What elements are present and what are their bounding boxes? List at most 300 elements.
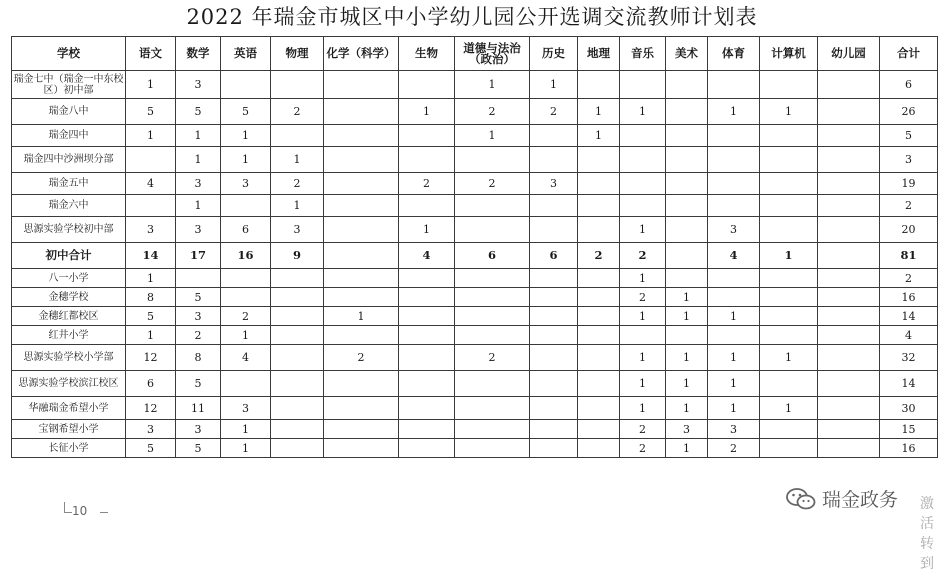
row-total-cell: 32 — [880, 345, 938, 371]
quota-cell: 2 — [455, 99, 530, 125]
watermark — [786, 485, 898, 512]
quota-cell: 5 — [176, 288, 221, 307]
quota-cell — [271, 397, 324, 420]
quota-cell: 16 — [221, 243, 271, 269]
quota-cell: 1 — [399, 99, 455, 125]
school-name-cell: 宝钢希望小学 — [12, 420, 126, 439]
row-total-cell: 20 — [880, 217, 938, 243]
quota-cell: 4 — [221, 345, 271, 371]
quota-cell — [760, 326, 818, 345]
table-row — [12, 147, 938, 173]
quota-cell — [530, 288, 578, 307]
quota-cell — [760, 420, 818, 439]
quota-cell — [399, 326, 455, 345]
quota-cell: 8 — [176, 345, 221, 371]
quota-cell — [620, 326, 666, 345]
quota-cell: 5 — [176, 99, 221, 125]
quota-cell: 3 — [221, 173, 271, 195]
quota-cell — [666, 269, 708, 288]
school-name-cell: 瑞金四中沙洲坝分部 — [12, 147, 126, 173]
quota-cell — [530, 326, 578, 345]
quota-cell: 1 — [176, 195, 221, 217]
quota-cell — [818, 147, 880, 173]
quota-cell: 5 — [126, 307, 176, 326]
quota-cell — [455, 307, 530, 326]
quota-cell: 4 — [126, 173, 176, 195]
quota-cell: 11 — [176, 397, 221, 420]
table-row — [12, 269, 938, 288]
quota-cell — [818, 326, 880, 345]
quota-cell: 3 — [126, 217, 176, 243]
quota-cell — [530, 420, 578, 439]
quota-cell — [760, 195, 818, 217]
quota-cell: 2 — [271, 99, 324, 125]
quota-cell — [399, 288, 455, 307]
quota-cell — [578, 420, 620, 439]
quota-cell — [324, 99, 399, 125]
table-row — [12, 345, 938, 371]
quota-cell — [818, 397, 880, 420]
quota-cell — [271, 326, 324, 345]
quota-cell: 1 — [578, 99, 620, 125]
quota-cell — [399, 147, 455, 173]
page-title: 2022 年瑞金市城区中小学幼儿园公开选调交流教师计划表 — [186, 5, 758, 29]
quota-cell — [818, 269, 880, 288]
school-name-cell: 瑞金五中 — [12, 173, 126, 195]
school-name-cell: 思源实验学校初中部 — [12, 217, 126, 243]
quota-cell: 3 — [176, 307, 221, 326]
school-name-cell: 瑞金四中 — [12, 125, 126, 147]
row-total-cell: 6 — [880, 71, 938, 99]
column-header: 合计 — [880, 37, 938, 71]
quota-cell — [666, 71, 708, 99]
quota-cell: 1 — [221, 439, 271, 458]
quota-cell: 1 — [708, 307, 760, 326]
quota-cell — [530, 195, 578, 217]
quota-cell: 1 — [666, 371, 708, 397]
quota-cell: 3 — [176, 71, 221, 99]
quota-cell: 1 — [666, 307, 708, 326]
column-header: 地理 — [578, 37, 620, 71]
quota-cell: 1 — [620, 397, 666, 420]
quota-cell: 1 — [666, 288, 708, 307]
quota-cell — [399, 439, 455, 458]
column-header: 计算机 — [760, 37, 818, 71]
quota-cell — [271, 420, 324, 439]
quota-cell: 14 — [126, 243, 176, 269]
row-total-cell: 19 — [880, 173, 938, 195]
quota-cell: 1 — [666, 439, 708, 458]
table-row — [12, 439, 938, 458]
column-header: 历史 — [530, 37, 578, 71]
table-row — [12, 420, 938, 439]
quota-cell — [530, 147, 578, 173]
row-total-cell: 5 — [880, 125, 938, 147]
quota-cell: 2 — [176, 326, 221, 345]
quota-cell — [708, 269, 760, 288]
quota-cell: 1 — [221, 326, 271, 345]
quota-cell — [708, 326, 760, 345]
quota-cell — [578, 397, 620, 420]
quota-cell — [666, 326, 708, 345]
table-row — [12, 99, 938, 125]
quota-cell: 1 — [760, 243, 818, 269]
column-header: 学校 — [12, 37, 126, 71]
wechat-icon — [786, 487, 816, 511]
quota-cell: 8 — [126, 288, 176, 307]
quota-cell — [818, 420, 880, 439]
quota-cell: 1 — [271, 195, 324, 217]
quota-cell: 1 — [708, 371, 760, 397]
quota-cell: 12 — [126, 397, 176, 420]
quota-cell — [271, 345, 324, 371]
quota-cell: 3 — [126, 420, 176, 439]
quota-cell: 5 — [176, 371, 221, 397]
quota-cell — [818, 345, 880, 371]
row-total-cell: 81 — [880, 243, 938, 269]
quota-cell: 2 — [620, 243, 666, 269]
quota-cell — [578, 307, 620, 326]
quota-cell — [455, 371, 530, 397]
quota-cell — [324, 439, 399, 458]
side-overlay-text: 激活转到 — [920, 496, 934, 572]
quota-cell — [666, 125, 708, 147]
row-total-cell: 30 — [880, 397, 938, 420]
quota-cell: 6 — [455, 243, 530, 269]
quota-cell — [578, 371, 620, 397]
quota-cell: 1 — [620, 307, 666, 326]
quota-cell: 1 — [760, 99, 818, 125]
row-total-cell: 3 — [880, 147, 938, 173]
quota-cell — [530, 217, 578, 243]
quota-cell — [399, 397, 455, 420]
quota-cell: 1 — [620, 217, 666, 243]
quota-cell — [578, 269, 620, 288]
quota-cell — [530, 345, 578, 371]
quota-cell: 4 — [708, 243, 760, 269]
quota-cell: 1 — [176, 147, 221, 173]
column-header: 体育 — [708, 37, 760, 71]
school-name-cell: 金穗红都校区 — [12, 307, 126, 326]
quota-cell: 2 — [221, 307, 271, 326]
quota-cell — [324, 195, 399, 217]
quota-cell — [126, 147, 176, 173]
quota-cell — [455, 326, 530, 345]
table-row — [12, 173, 938, 195]
column-header: 数学 — [176, 37, 221, 71]
row-total-cell: 14 — [880, 371, 938, 397]
row-total-cell: 16 — [880, 288, 938, 307]
quota-cell — [399, 307, 455, 326]
quota-cell — [399, 269, 455, 288]
quota-cell: 1 — [176, 125, 221, 147]
quota-cell — [176, 269, 221, 288]
quota-cell: 1 — [708, 397, 760, 420]
quota-cell: 1 — [578, 125, 620, 147]
quota-cell — [760, 439, 818, 458]
quota-cell — [455, 195, 530, 217]
table-row — [12, 326, 938, 345]
column-header: 化学（科学） — [324, 37, 399, 71]
quota-cell: 5 — [221, 99, 271, 125]
quota-cell — [324, 326, 399, 345]
row-total-cell: 2 — [880, 269, 938, 288]
quota-cell — [271, 288, 324, 307]
quota-cell: 6 — [221, 217, 271, 243]
quota-cell: 3 — [530, 173, 578, 195]
quota-cell — [126, 195, 176, 217]
quota-cell — [578, 288, 620, 307]
quota-cell: 1 — [760, 397, 818, 420]
column-header: 生物 — [399, 37, 455, 71]
quota-cell — [324, 269, 399, 288]
quota-cell — [324, 173, 399, 195]
table-row — [12, 371, 938, 397]
quota-cell — [818, 195, 880, 217]
column-header: 英语 — [221, 37, 271, 71]
quota-cell: 3 — [176, 420, 221, 439]
quota-cell — [578, 71, 620, 99]
school-name-cell: 瑞金八中 — [12, 99, 126, 125]
quota-cell — [221, 371, 271, 397]
quota-cell — [455, 397, 530, 420]
quota-cell — [620, 125, 666, 147]
quota-cell — [708, 147, 760, 173]
quota-cell — [760, 71, 818, 99]
quota-cell: 1 — [455, 71, 530, 99]
table-row — [12, 397, 938, 420]
quota-cell — [455, 420, 530, 439]
quota-cell: 1 — [708, 345, 760, 371]
header-row — [12, 37, 938, 71]
school-name-cell: 长征小学 — [12, 439, 126, 458]
quota-cell: 1 — [221, 147, 271, 173]
quota-cell — [666, 243, 708, 269]
quota-cell — [818, 99, 880, 125]
quota-cell: 1 — [271, 147, 324, 173]
quota-cell: 1 — [221, 420, 271, 439]
column-header: 语文 — [126, 37, 176, 71]
quota-cell: 2 — [620, 439, 666, 458]
quota-cell — [324, 420, 399, 439]
quota-cell — [620, 173, 666, 195]
page-number-dash-right — [100, 512, 108, 513]
row-total-cell: 26 — [880, 99, 938, 125]
quota-cell — [818, 125, 880, 147]
quota-cell: 2 — [271, 173, 324, 195]
quota-cell — [578, 195, 620, 217]
quota-cell — [760, 269, 818, 288]
teacher-plan-table — [11, 36, 938, 458]
quota-cell — [530, 439, 578, 458]
quota-cell — [760, 217, 818, 243]
quota-cell: 2 — [578, 243, 620, 269]
quota-cell: 6 — [530, 243, 578, 269]
quota-cell — [708, 125, 760, 147]
quota-cell — [578, 345, 620, 371]
quota-cell — [530, 307, 578, 326]
table-row — [12, 71, 938, 99]
quota-cell: 5 — [126, 439, 176, 458]
table-row — [12, 217, 938, 243]
quota-cell — [818, 173, 880, 195]
quota-cell — [530, 371, 578, 397]
school-name-cell: 初中合计 — [12, 243, 126, 269]
quota-cell — [760, 371, 818, 397]
quota-cell — [324, 71, 399, 99]
school-name-cell: 瑞金六中 — [12, 195, 126, 217]
quota-cell — [818, 439, 880, 458]
column-header: 幼儿园 — [818, 37, 880, 71]
quota-cell: 3 — [708, 217, 760, 243]
column-header: 美术 — [666, 37, 708, 71]
page-number-mark — [64, 502, 65, 512]
quota-cell: 2 — [708, 439, 760, 458]
quota-cell: 1 — [126, 125, 176, 147]
school-name-cell: 红井小学 — [12, 326, 126, 345]
quota-cell — [708, 71, 760, 99]
column-header: 道德与法治（政治） — [455, 37, 530, 71]
quota-cell — [271, 71, 324, 99]
table-row — [12, 125, 938, 147]
quota-cell — [324, 217, 399, 243]
quota-cell — [620, 195, 666, 217]
quota-cell: 1 — [620, 345, 666, 371]
quota-cell: 1 — [620, 99, 666, 125]
quota-cell — [399, 195, 455, 217]
quota-cell: 6 — [126, 371, 176, 397]
quota-cell — [708, 195, 760, 217]
quota-cell: 2 — [530, 99, 578, 125]
quota-cell: 2 — [324, 345, 399, 371]
quota-cell: 3 — [666, 420, 708, 439]
row-total-cell: 15 — [880, 420, 938, 439]
quota-cell: 2 — [620, 288, 666, 307]
school-name-cell: 瑞金七中（瑞金一中东校区）初中部 — [12, 71, 126, 99]
quota-cell — [324, 288, 399, 307]
quota-cell: 1 — [760, 345, 818, 371]
page-number: 10 — [72, 504, 88, 518]
quota-cell — [399, 71, 455, 99]
school-name-cell: 金穗学校 — [12, 288, 126, 307]
school-name-cell: 华融瑞金希望小学 — [12, 397, 126, 420]
quota-cell — [455, 288, 530, 307]
quota-cell — [666, 173, 708, 195]
quota-cell: 3 — [271, 217, 324, 243]
subtotal-row — [12, 243, 938, 269]
quota-cell — [399, 420, 455, 439]
quota-cell: 3 — [708, 420, 760, 439]
quota-cell: 1 — [221, 125, 271, 147]
quota-cell — [399, 345, 455, 371]
quota-cell — [221, 71, 271, 99]
table-row — [12, 195, 938, 217]
school-name-cell: 八一小学 — [12, 269, 126, 288]
school-name-cell: 思源实验学校小学部 — [12, 345, 126, 371]
quota-cell — [455, 269, 530, 288]
quota-cell: 1 — [708, 99, 760, 125]
row-total-cell: 14 — [880, 307, 938, 326]
quota-cell: 1 — [126, 269, 176, 288]
quota-cell — [455, 147, 530, 173]
quota-cell: 5 — [126, 99, 176, 125]
quota-cell — [221, 288, 271, 307]
quota-cell — [760, 125, 818, 147]
quota-cell — [666, 147, 708, 173]
quota-cell — [530, 269, 578, 288]
quota-cell — [324, 397, 399, 420]
quota-cell — [271, 307, 324, 326]
quota-cell — [221, 269, 271, 288]
quota-cell: 1 — [126, 71, 176, 99]
quota-cell — [271, 269, 324, 288]
quota-cell: 2 — [455, 345, 530, 371]
table-row — [12, 288, 938, 307]
quota-cell: 2 — [455, 173, 530, 195]
quota-cell — [578, 439, 620, 458]
quota-cell: 1 — [126, 326, 176, 345]
quota-cell — [760, 173, 818, 195]
quota-cell — [530, 397, 578, 420]
quota-cell — [271, 125, 324, 147]
quota-cell — [324, 125, 399, 147]
quota-cell: 1 — [620, 371, 666, 397]
quota-cell — [399, 125, 455, 147]
quota-cell — [530, 125, 578, 147]
quota-cell — [399, 371, 455, 397]
quota-cell — [455, 217, 530, 243]
quota-cell — [708, 288, 760, 307]
column-header: 音乐 — [620, 37, 666, 71]
row-total-cell: 16 — [880, 439, 938, 458]
quota-cell: 3 — [176, 217, 221, 243]
watermark-text: 瑞金政务 — [822, 489, 899, 511]
quota-cell — [760, 307, 818, 326]
quota-cell: 1 — [530, 71, 578, 99]
quota-cell — [271, 371, 324, 397]
quota-cell: 1 — [666, 345, 708, 371]
quota-cell: 4 — [399, 243, 455, 269]
quota-cell — [620, 71, 666, 99]
quota-cell: 1 — [324, 307, 399, 326]
quota-cell — [708, 173, 760, 195]
quota-cell: 3 — [221, 397, 271, 420]
quota-cell — [324, 147, 399, 173]
quota-cell — [666, 195, 708, 217]
quota-cell: 9 — [271, 243, 324, 269]
quota-cell: 3 — [176, 173, 221, 195]
quota-cell: 1 — [666, 397, 708, 420]
quota-cell — [455, 439, 530, 458]
quota-cell — [620, 147, 666, 173]
quota-cell — [818, 243, 880, 269]
quota-cell — [760, 288, 818, 307]
quota-cell — [271, 439, 324, 458]
quota-cell: 5 — [176, 439, 221, 458]
quota-cell — [578, 217, 620, 243]
quota-cell — [760, 147, 818, 173]
quota-cell — [666, 99, 708, 125]
quota-cell — [221, 195, 271, 217]
quota-cell: 1 — [620, 269, 666, 288]
quota-cell: 2 — [620, 420, 666, 439]
quota-cell — [818, 288, 880, 307]
quota-cell — [818, 71, 880, 99]
quota-cell — [818, 371, 880, 397]
quota-cell — [666, 217, 708, 243]
quota-cell — [578, 326, 620, 345]
quota-cell — [818, 217, 880, 243]
